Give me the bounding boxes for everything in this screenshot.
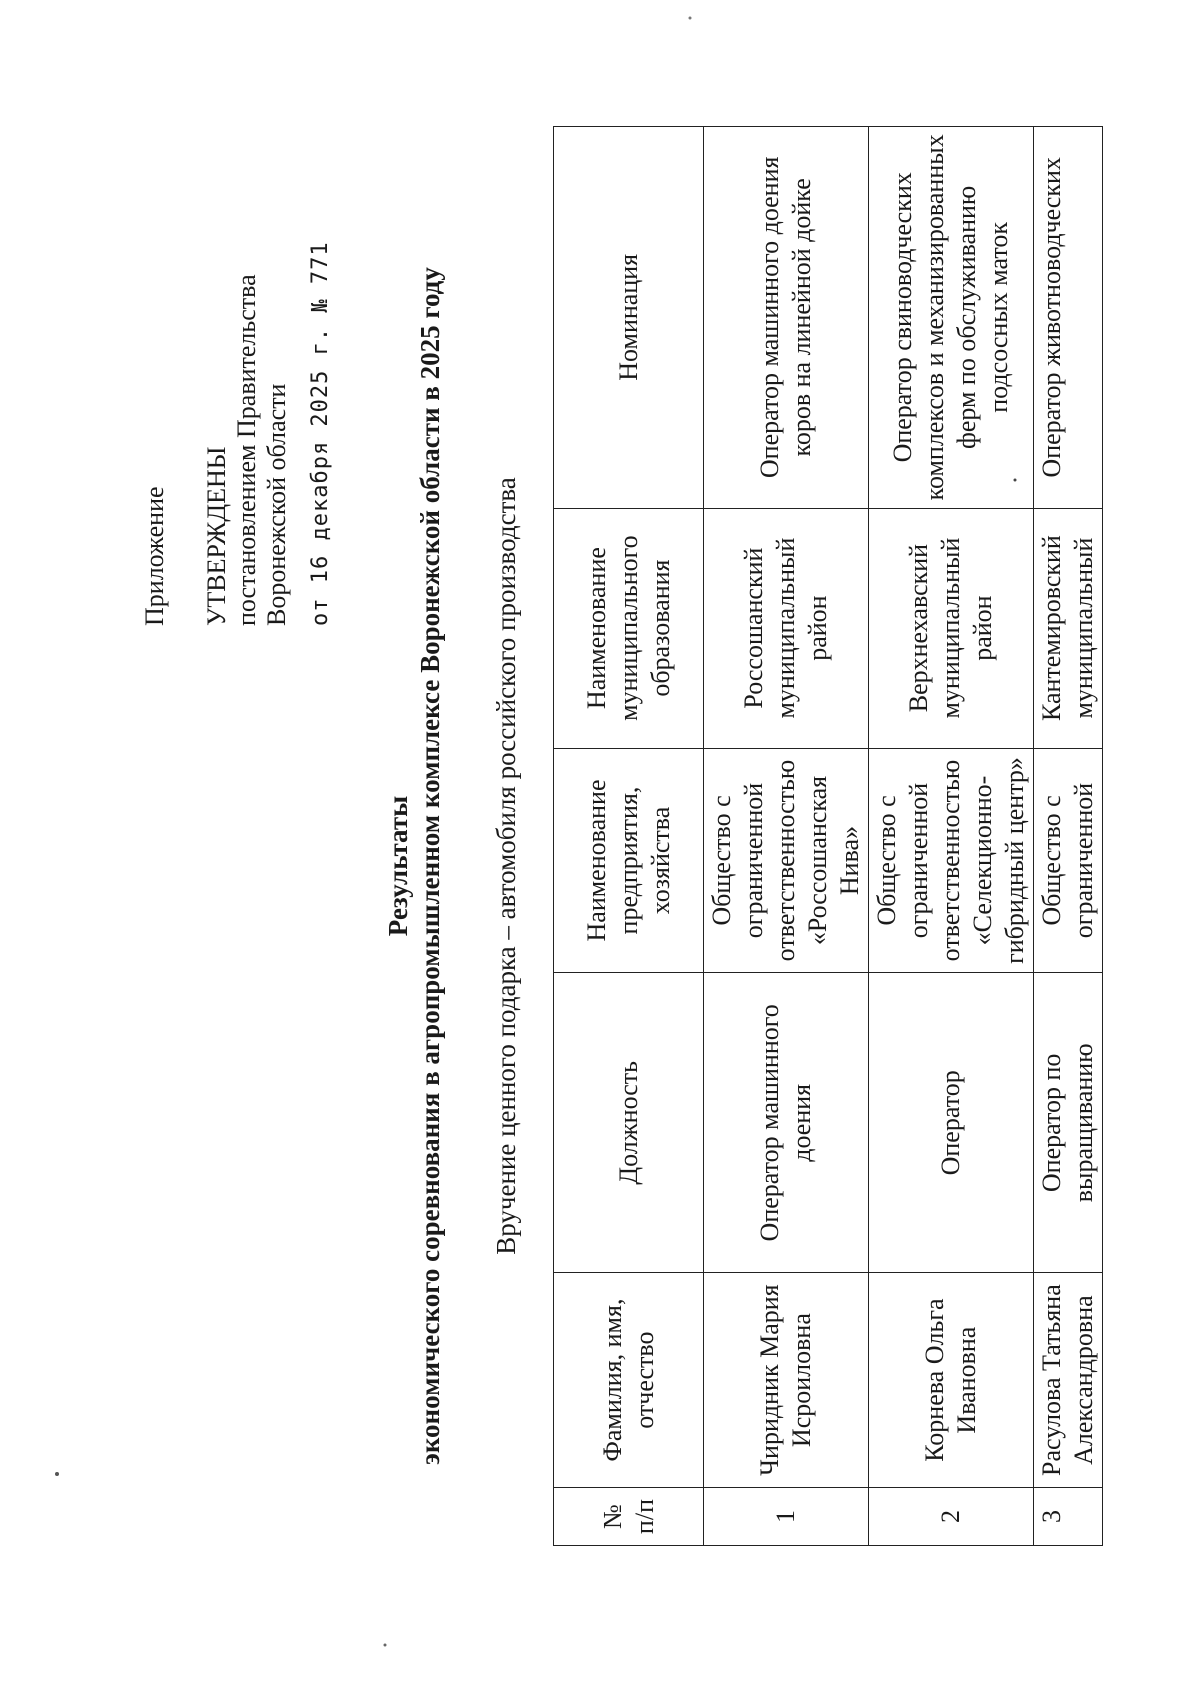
- document-title: [382, 266, 446, 1466]
- row-municipality: Россошанский муниципальный район: [704, 508, 869, 748]
- row-position: Оператор по выращиванию: [1034, 973, 1103, 1273]
- row-municipality: Верхнехавский муниципальный район: [869, 508, 1034, 748]
- header-municipality: Наименование муниципального образования: [554, 508, 704, 748]
- table-row: [1034, 127, 1103, 1546]
- appendix-label: Приложение: [140, 486, 169, 626]
- row-fio: Корнева Ольга Ивановна: [869, 1273, 1034, 1488]
- header-position: Должность: [554, 973, 704, 1273]
- row-nomination: Оператор машинного доения коров на линейной дойке: [704, 127, 869, 509]
- row-nomination: Оператор животноводческих: [1034, 127, 1103, 509]
- row-org: Общество с ограниченной: [1034, 748, 1103, 973]
- decree-line-2: Воронежской области: [262, 383, 291, 626]
- row-num: 2: [869, 1488, 1034, 1546]
- results-table: [553, 126, 1103, 1546]
- table-header-row: [554, 127, 704, 1546]
- table-row: [869, 127, 1034, 1546]
- header-org: Наименование предприятия, хозяйства: [554, 748, 704, 973]
- row-num: 1: [704, 1488, 869, 1546]
- table-row: [704, 127, 869, 1546]
- decree-date: от 16 декабря 2025 г. № 771: [308, 241, 333, 626]
- title-heading: Результаты: [383, 795, 413, 937]
- row-fio: Чиридник Мария Исроиловна: [704, 1273, 869, 1488]
- decree-line-1: постановлением Правительства: [232, 274, 261, 626]
- header-num: № п/п: [554, 1488, 704, 1546]
- approved-label: УТВЕРЖДЕНЫ: [202, 446, 231, 626]
- row-fio: Расулова Татьяна Александровна: [1034, 1273, 1103, 1488]
- row-org: Общество с ограниченной ответственностью «Селекционно-гибридный центр»: [869, 748, 1034, 973]
- row-position: Оператор: [869, 973, 1034, 1273]
- row-org: Общество с ограниченной ответственностью «Россошанская Нива»: [704, 748, 869, 973]
- row-num: 3: [1034, 1488, 1103, 1546]
- row-municipality: Кантемировский муниципальный: [1034, 508, 1103, 748]
- header-fio: Фамилия, имя, отчество: [554, 1273, 704, 1488]
- approval-stamp: [140, 66, 336, 626]
- title-subheading: экономического соревнования в агропромышленном комплексе Воронежской области в 2025 году: [415, 267, 445, 1465]
- row-position: Оператор машинного доения: [704, 973, 869, 1273]
- header-nomination: Номинация: [554, 127, 704, 509]
- row-nomination: Оператор свиноводческих комплексов и механизированных ферм по обслуживанию подсосных маток: [869, 127, 1034, 509]
- award-subtitle: Вручение ценного подарка – автомобиля российского производства: [491, 477, 521, 1255]
